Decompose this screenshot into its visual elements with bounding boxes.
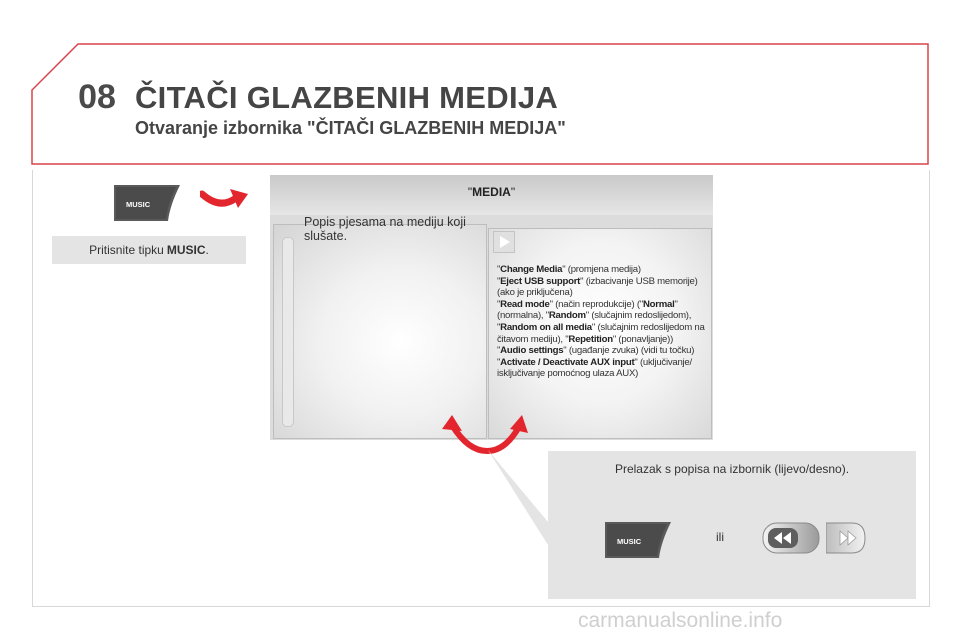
- music-button-nav[interactable]: [603, 522, 673, 558]
- music-button[interactable]: [112, 185, 182, 221]
- menu-item-audio-settings[interactable]: "Audio settings" (ugađanje zvuka) (vidi tu točku): [497, 345, 695, 357]
- menu-item-eject-usb[interactable]: "Eject USB support" (izbacivanje USB memorije) (ako je priključena): [497, 275, 698, 299]
- music-button-nav-label: MUSIC: [617, 537, 642, 546]
- or-text: ili: [716, 530, 724, 544]
- watermark: carmanualsonline.info: [578, 609, 783, 632]
- caption-prefix: Pritisnite tipku: [89, 243, 164, 257]
- caption-suffix: .: [205, 243, 209, 257]
- screen-title-text: MEDIA: [472, 185, 511, 199]
- caption-key: MUSIC: [166, 243, 206, 257]
- swap-arrows-icon: [440, 415, 530, 455]
- page-title: ČITAČI GLAZBENIH MEDIJA: [135, 80, 559, 115]
- callout-pointer: [488, 450, 550, 545]
- media-screen: [270, 175, 713, 440]
- seek-back-button[interactable]: [762, 522, 820, 559]
- music-button-label: MUSIC: [126, 200, 151, 209]
- page-subtitle: Otvaranje izbornika "ČITAČI GLAZBENIH MEDIJA": [135, 118, 566, 138]
- track-list-panel[interactable]: [273, 224, 487, 439]
- step1-caption: [52, 236, 246, 264]
- red-arrow-icon: [200, 186, 252, 214]
- track-list-text: Popis pjesama na mediju koji slušate.: [304, 215, 466, 243]
- menu-item-change-media[interactable]: "Change Media" (promjena medija): [497, 264, 641, 275]
- scrollbar[interactable]: [282, 237, 294, 427]
- play-icon: [493, 231, 515, 253]
- screen-title: "MEDIA": [467, 185, 516, 199]
- menu-item-read-mode[interactable]: "Read mode" (način reprodukcije) ("Normal" (normalna), "Random" (slučajnim redoslijedom), "Random on all media" (slučajnim redoslijedom na čitavom mediju), "Repetition" (ponavljanje)): [497, 298, 705, 345]
- menu-list: [497, 264, 709, 380]
- navigation-caption: Prelazak s popisa na izbornik (lijevo/desno).: [614, 462, 850, 476]
- seek-forward-button[interactable]: [826, 522, 866, 559]
- menu-item-aux-input[interactable]: "Activate / Deactivate AUX input" (uključivanje/ isključivanje pomoćnog ulaza AUX): [497, 356, 692, 380]
- chapter-number: 08: [78, 78, 116, 116]
